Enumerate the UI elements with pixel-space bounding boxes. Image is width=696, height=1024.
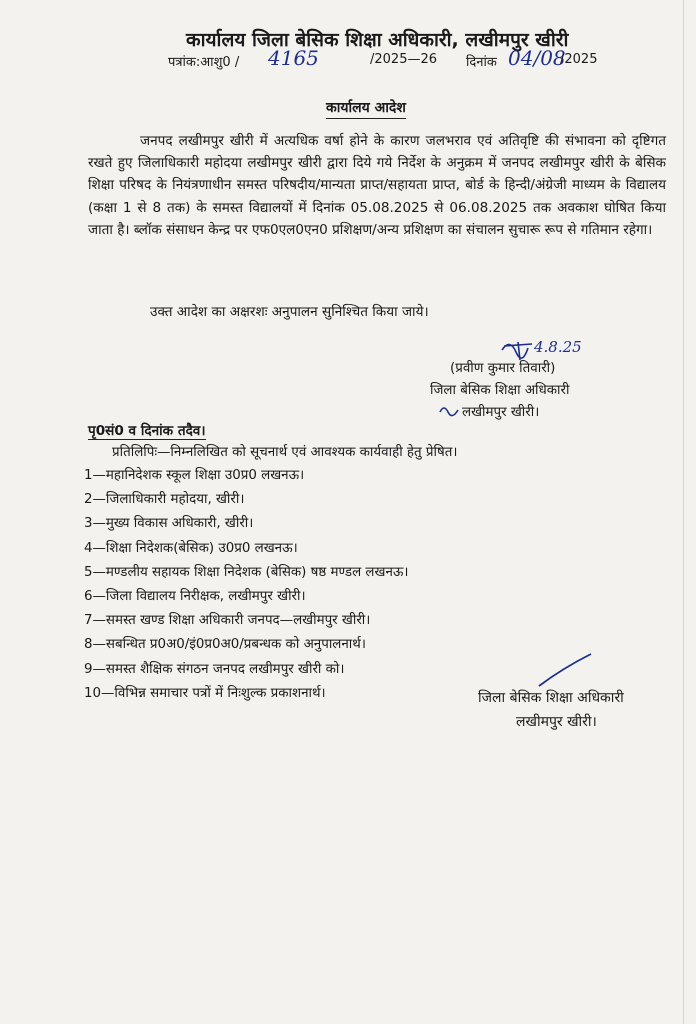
list-item: 1—महानिदेशक स्कूल शिक्षा उ0प्र0 लखनऊ। [84,468,305,483]
copy-recipients-list [84,464,408,706]
pen-stroke-icon [535,650,595,690]
list-item: 2—जिलाधिकारी महोदया, खीरी। [84,492,245,508]
list-item: 9—समस्त शैक्षिक संगठन जनपद लखीमपुर खीरी को। [84,661,345,677]
initial-tick-icon [438,402,460,418]
list-item: 5—मण्डलीय सहायक शिक्षा निदेशक (बेसिक) षष्ठ मण्डल लखनऊ। [84,564,409,580]
date-label: दिनांक [466,55,497,70]
signature-date: 4.8.25 [534,338,582,356]
signatory-place: लखीमपुर खीरी। [462,405,540,420]
page-edge-shadow [683,0,684,1024]
reference-prefix: पत्रांक:आशु0 / [168,55,240,70]
compliance-line: उक्त आदेश का अक्षरशः अनुपालन सुनिश्चित किया जाये। [150,304,429,320]
list-item: 6—जिला विद्यालय निरीक्षक, लखीमपुर खीरी। [84,589,306,605]
date-year: /2025 [560,52,598,67]
copy-heading: पृ0सं0 व दिनांक तदैव। [88,420,206,440]
office-title: कार्यालय जिला बेसिक शिक्षा अधिकारी, लखीमपुर खीरी [186,29,569,51]
footer-designation: जिला बेसिक शिक्षा अधिकारी [478,690,624,706]
list-item: 3—मुख्य विकास अधिकारी, खीरी। [84,516,254,532]
reference-number: 4165 [268,46,319,70]
order-body: जनपद लखीमपुर खीरी में अत्यधिक वर्षा होने के कारण जलभराव एवं अतिवृष्टि की संभावना को दृष्टिगत रखते हुए जिलाधिकारी महोदया लखीमपुर खीरी द्वारा दिये गये निर्देश के अनुक्रम में जनपद लखीमपुर खीरी के बेसिक शिक्षा परिषद के नियंत्रणाधीन समस्त परिषदीय/मान्यता प्राप्त/सहायता प्राप्त, बोर्ड के हिन्दी/अंग्रेजी माध्यम के विद्यालय (कक्षा 1 से 8 तक) के समस्त विद्यालयों में दिनांक 05.08.2025 से 06.08.2025 तक अवकाश घोषित किया जाता है। ब्लॉक संसाधन केन्द्र पर एफ0एल0एन0 प्रशिक्षण/अन्य प्रशिक्षण का संचालन सुचारू रूप से गतिमान रहेगा। [88,133,666,238]
reference-year: /2025—26 [370,52,438,67]
list-item: 7—समस्त खण्ड शिक्षा अधिकारी जनपद—लखीमपुर खीरी। [84,613,371,629]
footer-place: लखीमपुर खीरी। [516,714,597,730]
copy-intro: प्रतिलिपिः—निम्नलिखित को सूचनार्थ एवं आवश्यक कार्यवाही हेतु प्रेषित। [112,445,458,460]
list-item: 8—सबन्धित प्र0अ0/इं0प्र0अ0/प्रबन्धक को अनुपालनार्थ। [84,637,366,653]
list-item: 4—शिक्षा निदेशक(बेसिक) उ0प्र0 लखनऊ। [84,540,298,556]
signatory-designation: जिला बेसिक शिक्षा अधिकारी [430,383,570,398]
date-value: 04/08 [508,46,566,70]
signatory-name: (प्रवीण कुमार तिवारी) [450,361,556,376]
list-item: 10—विभिन्न समाचार पत्रों में निःशुल्क प्रकाशनार्थ। [84,685,326,701]
document-subject: कार्यालय आदेश [326,98,406,119]
